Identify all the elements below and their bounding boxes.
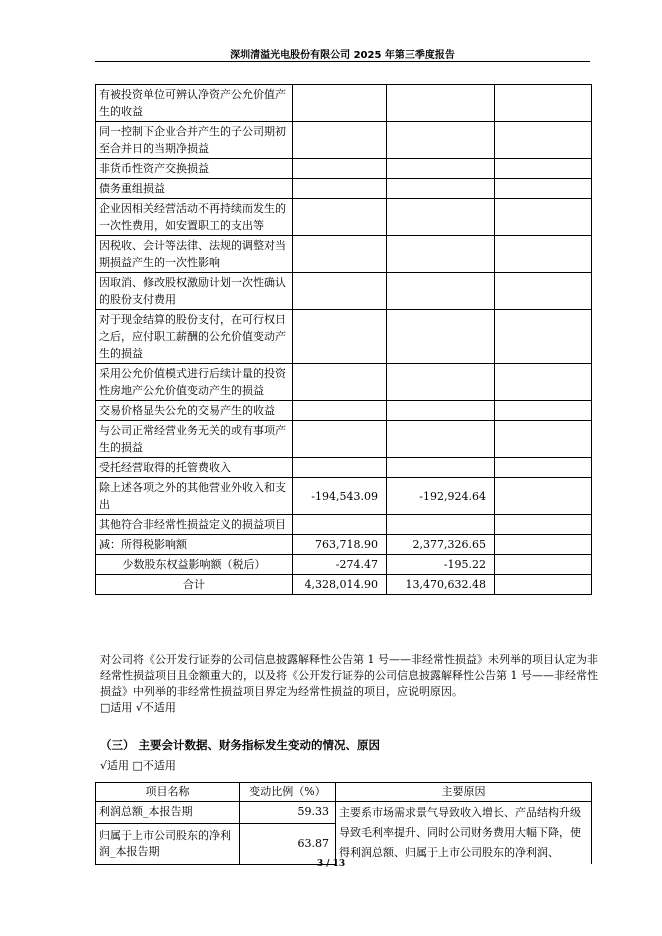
- row-label: 同一控制下企业合并产生的子公司期初至合并日的当期净损益: [96, 122, 293, 159]
- row-value-ytd: [387, 310, 495, 364]
- row-value-current: [293, 458, 387, 478]
- row-note: [495, 458, 592, 478]
- row-value-current: 763,718.90: [293, 535, 387, 555]
- table-row: [96, 310, 592, 364]
- section-title: （三） 主要会计数据、财务指标发生变动的情况、原因: [100, 738, 381, 752]
- row-value-ytd: -195.22: [387, 555, 495, 575]
- row-value-current: [293, 159, 387, 179]
- change-reasons-table: [95, 782, 592, 865]
- row-value-current: [293, 85, 387, 122]
- row-note: [495, 159, 592, 179]
- col-header-name: 项目名称: [96, 783, 240, 802]
- row-value-ytd: [387, 515, 495, 535]
- row-note: [495, 515, 592, 535]
- row-ratio: 59.33: [240, 802, 336, 824]
- row-note: [495, 310, 592, 364]
- row-note: [495, 122, 592, 159]
- row-value-ytd: 13,470,632.48: [387, 575, 495, 595]
- row-value-ytd: [387, 364, 495, 401]
- row-label: 其他符合非经常性损益定义的损益项目: [96, 515, 293, 535]
- row-ratio: 63.87: [240, 823, 336, 864]
- table-row: [96, 458, 592, 478]
- section-options: √适用 □不适用: [100, 759, 176, 772]
- row-value-current: [293, 401, 387, 421]
- table-row: [96, 364, 592, 401]
- row-label: 与公司正常经营业务无关的或有事项产生的损益: [96, 421, 293, 458]
- row-value-ytd: [387, 159, 495, 179]
- table-row: [96, 421, 592, 458]
- row-value-ytd: [387, 236, 495, 273]
- col-header-reason: 主要原因: [336, 783, 592, 802]
- row-value-current: -274.47: [293, 555, 387, 575]
- row-label: 有被投资单位可辨认净资产公允价值产生的收益: [96, 85, 293, 122]
- row-value-ytd: [387, 421, 495, 458]
- table-row: [96, 273, 592, 310]
- col-header-ratio: 变动比例（%）: [240, 783, 336, 802]
- row-note: [495, 85, 592, 122]
- row-note: [495, 535, 592, 555]
- note-options: □适用 √不适用: [100, 701, 176, 714]
- row-value-current: -194,543.09: [293, 478, 387, 515]
- row-value-ytd: [387, 122, 495, 159]
- row-value-current: [293, 421, 387, 458]
- nonrecurring-gains-table: [95, 84, 592, 595]
- row-value-ytd: [387, 273, 495, 310]
- row-value-current: [293, 179, 387, 199]
- note-text: 对公司将《公开发行证券的公司信息披露解释性公告第 1 号——非经常性损益》未列举的项目认定为非经常性损益项目且金额重大的，以及将《公开发行证券的公司信息披露解释性公告第 1 号——非经常性损益》中列举的非经常性损益项目界定为经常性损益的项目，应说明原因。: [100, 653, 598, 698]
- page-number: 3 / 13: [316, 859, 346, 869]
- row-label: 少数股东权益影响额（税后）: [96, 555, 293, 575]
- table-row: [96, 159, 592, 179]
- row-value-ytd: 2,377,326.65: [387, 535, 495, 555]
- row-note: [495, 421, 592, 458]
- row-label: 因取消、修改股权激励计划一次性确认的股份支付费用: [96, 273, 293, 310]
- row-value-current: [293, 122, 387, 159]
- row-value-ytd: -192,924.64: [387, 478, 495, 515]
- table-row: [96, 555, 592, 575]
- row-value-ytd: [387, 401, 495, 421]
- row-value-current: [293, 199, 387, 236]
- row-label: 企业因相关经营活动不再持续而发生的一次性费用，如安置职工的支出等: [96, 199, 293, 236]
- row-label: 减：所得税影响额: [96, 535, 293, 555]
- row-note: [495, 575, 592, 595]
- table-row: [96, 199, 592, 236]
- row-value-ytd: [387, 179, 495, 199]
- row-note: [495, 199, 592, 236]
- row-value-current: [293, 515, 387, 535]
- row-value-current: [293, 236, 387, 273]
- row-value-ytd: [387, 85, 495, 122]
- row-note: [495, 478, 592, 515]
- row-label: 对于现金结算的股份支付，在可行权日之后，应付职工薪酬的公允价值变动产生的损益: [96, 310, 293, 364]
- row-name: 归属于上市公司股东的净利润_本报告期: [96, 823, 240, 864]
- row-label: 除上述各项之外的其他营业外收入和支出: [96, 478, 293, 515]
- row-note: [495, 555, 592, 575]
- header-divider: [95, 61, 590, 62]
- table-row: [96, 85, 592, 122]
- table-row: [96, 236, 592, 273]
- row-note: [495, 401, 592, 421]
- row-value-current: [293, 273, 387, 310]
- table-row: [96, 515, 592, 535]
- row-value-current: [293, 364, 387, 401]
- row-label: 非货币性资产交换损益: [96, 159, 293, 179]
- row-value-ytd: [387, 458, 495, 478]
- row-label: 交易价格显失公允的交易产生的收益: [96, 401, 293, 421]
- table-row: [96, 122, 592, 159]
- table-row: [96, 575, 592, 595]
- table-row: [96, 478, 592, 515]
- report-header: 深圳清溢光电股份有限公司 2025 年第三季度报告: [230, 50, 455, 61]
- row-label: 因税收、会计等法律、法规的调整对当期损益产生的一次性影响: [96, 236, 293, 273]
- row-label: 合计: [96, 575, 293, 595]
- table-row: [96, 535, 592, 555]
- row-label: 受托经营取得的托管费收入: [96, 458, 293, 478]
- row-note: [495, 273, 592, 310]
- table-row: [96, 401, 592, 421]
- row-name: 利润总额_本报告期: [96, 802, 240, 824]
- row-value-current: 4,328,014.90: [293, 575, 387, 595]
- row-note: [495, 236, 592, 273]
- row-label: 采用公允价值模式进行后续计量的投资性房地产公允价值变动产生的损益: [96, 364, 293, 401]
- row-label: 债务重组损益: [96, 179, 293, 199]
- row-value-ytd: [387, 199, 495, 236]
- row-note: [495, 364, 592, 401]
- note-paragraph: [100, 652, 600, 716]
- row-reason: 主要系市场需求景气导致收入增长、产品结构升级导致毛利率提升、同时公司财务费用大幅下降，使得利润总额、归属于上市公司股东的净利润、: [336, 802, 592, 865]
- table-row: [96, 179, 592, 199]
- row-note: [495, 179, 592, 199]
- row-value-current: [293, 310, 387, 364]
